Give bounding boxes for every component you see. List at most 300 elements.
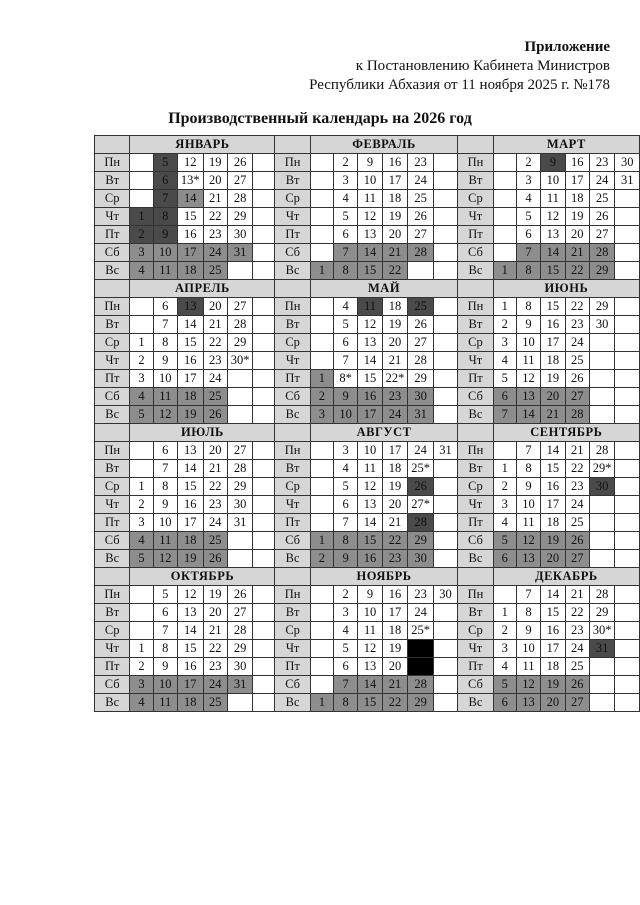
- day-cell: 2: [493, 316, 516, 334]
- day-cell: 5: [333, 208, 357, 226]
- day-cell: 1: [130, 334, 153, 352]
- weekday-label: Пн: [458, 298, 493, 316]
- month-name: СЕНТЯБРЬ: [493, 424, 639, 442]
- weekday-label: Ср: [275, 622, 310, 640]
- day-cell: [615, 316, 640, 334]
- day-cell: 6: [153, 298, 177, 316]
- month-name: МАЙ: [310, 280, 457, 298]
- weekend-day-cell: 31: [227, 676, 253, 694]
- day-cell: [615, 658, 640, 676]
- weekday-label: Сб: [275, 388, 310, 406]
- weekend-day-cell: 20: [541, 694, 565, 712]
- weekday-label: Сб: [458, 388, 493, 406]
- day-cell: [433, 352, 457, 370]
- weekday-label: Пн: [95, 586, 130, 604]
- day-cell: [253, 262, 275, 280]
- day-cell: [253, 640, 275, 658]
- day-cell: 30: [615, 154, 640, 172]
- weekday-label: Вс: [458, 406, 493, 424]
- day-cell: [615, 244, 640, 262]
- day-cell: 12: [541, 208, 565, 226]
- weekend-day-cell: 1: [310, 370, 333, 388]
- weekend-day-cell: 12: [516, 676, 540, 694]
- day-cell: 15: [541, 604, 565, 622]
- day-cell: 19: [382, 640, 408, 658]
- day-cell: 4: [333, 622, 357, 640]
- blacked-out-cell: [408, 658, 434, 676]
- day-cell: 14: [177, 622, 203, 640]
- day-cell: 15: [541, 298, 565, 316]
- weekday-row: [95, 352, 640, 370]
- weekend-day-cell: 20: [541, 388, 565, 406]
- weekend-day-cell: 16: [358, 388, 382, 406]
- weekend-day-cell: 7: [516, 244, 540, 262]
- day-cell: [433, 604, 457, 622]
- day-cell: 26: [408, 208, 434, 226]
- day-cell: 23: [203, 658, 227, 676]
- month-header-row: [95, 424, 640, 442]
- day-cell: 21: [203, 316, 227, 334]
- day-cell: 5: [333, 316, 357, 334]
- month-name: АПРЕЛЬ: [130, 280, 275, 298]
- weekday-label: Вт: [95, 460, 130, 478]
- holiday-day-cell: 9: [541, 154, 565, 172]
- day-cell: [433, 208, 457, 226]
- day-cell: 27: [227, 172, 253, 190]
- day-cell: 22*: [382, 370, 408, 388]
- weekday-label: Чт: [95, 208, 130, 226]
- header-corner-cell: [95, 136, 130, 154]
- day-cell: 26: [408, 316, 434, 334]
- day-cell: [589, 334, 615, 352]
- day-cell: [433, 478, 457, 496]
- day-cell: [433, 622, 457, 640]
- day-cell: 15: [541, 460, 565, 478]
- day-cell: [493, 172, 516, 190]
- weekend-day-cell: 21: [382, 676, 408, 694]
- day-cell: [589, 406, 615, 424]
- day-cell: 10: [516, 334, 540, 352]
- day-cell: 26: [589, 208, 615, 226]
- day-cell: 18: [382, 460, 408, 478]
- weekend-day-cell: 26: [565, 532, 589, 550]
- day-cell: 22: [203, 334, 227, 352]
- day-cell: [615, 532, 640, 550]
- weekend-day-cell: 28: [408, 676, 434, 694]
- day-cell: [253, 496, 275, 514]
- day-cell: 27: [227, 604, 253, 622]
- day-cell: 15: [358, 370, 382, 388]
- weekday-label: Вт: [95, 604, 130, 622]
- holiday-day-cell: 7: [153, 190, 177, 208]
- day-cell: 16: [177, 352, 203, 370]
- weekend-day-cell: 10: [333, 406, 357, 424]
- day-cell: 16: [177, 496, 203, 514]
- day-cell: 13: [177, 604, 203, 622]
- weekday-label: Вс: [275, 406, 310, 424]
- day-cell: 21: [382, 514, 408, 532]
- month-header-row: [95, 568, 640, 586]
- weekend-day-cell: 7: [333, 244, 357, 262]
- day-cell: 17: [541, 640, 565, 658]
- day-cell: [433, 172, 457, 190]
- day-cell: [615, 262, 640, 280]
- day-cell: 9: [516, 478, 540, 496]
- day-cell: 3: [516, 172, 540, 190]
- day-cell: [589, 514, 615, 532]
- holiday-day-cell: 13: [177, 298, 203, 316]
- weekend-day-cell: 6: [493, 388, 516, 406]
- day-cell: 30*: [227, 352, 253, 370]
- weekend-day-cell: 4: [130, 262, 153, 280]
- weekday-label: Ср: [275, 190, 310, 208]
- day-cell: 16: [382, 586, 408, 604]
- weekend-day-cell: 2: [310, 388, 333, 406]
- weekend-day-cell: 5: [130, 550, 153, 568]
- day-cell: 23: [565, 478, 589, 496]
- day-cell: 17: [541, 496, 565, 514]
- day-cell: [589, 658, 615, 676]
- weekday-label: Пн: [95, 442, 130, 460]
- weekend-day-cell: 3: [310, 406, 333, 424]
- day-cell: 12: [358, 208, 382, 226]
- day-cell: 3: [130, 370, 153, 388]
- day-cell: 30: [589, 316, 615, 334]
- weekend-day-cell: 30: [408, 550, 434, 568]
- day-cell: 24: [203, 514, 227, 532]
- day-cell: [130, 586, 153, 604]
- day-cell: 9: [516, 622, 540, 640]
- day-cell: [253, 190, 275, 208]
- weekend-day-cell: 24: [382, 406, 408, 424]
- day-cell: 11: [516, 658, 540, 676]
- day-cell: 24: [203, 370, 227, 388]
- day-cell: 14: [177, 316, 203, 334]
- day-cell: 24: [408, 442, 434, 460]
- day-cell: 14: [358, 352, 382, 370]
- weekday-row: [95, 658, 640, 676]
- weekday-label: Вс: [95, 262, 130, 280]
- day-cell: 12: [177, 154, 203, 172]
- day-cell: 1: [493, 298, 516, 316]
- day-cell: [130, 316, 153, 334]
- day-cell: [433, 550, 457, 568]
- weekday-label: Чт: [458, 640, 493, 658]
- day-cell: 16: [382, 154, 408, 172]
- weekday-row: [95, 694, 640, 712]
- day-cell: 2: [130, 658, 153, 676]
- day-cell: [615, 226, 640, 244]
- day-cell: [310, 154, 333, 172]
- weekday-row: [95, 226, 640, 244]
- month-header-row: [95, 136, 640, 154]
- day-cell: 9: [153, 658, 177, 676]
- day-cell: [310, 208, 333, 226]
- day-cell: 21: [565, 442, 589, 460]
- day-cell: 2: [130, 352, 153, 370]
- day-cell: 7: [153, 316, 177, 334]
- weekend-day-cell: 20: [541, 550, 565, 568]
- day-cell: 13: [541, 226, 565, 244]
- weekend-day-cell: 1: [310, 532, 333, 550]
- day-cell: [310, 460, 333, 478]
- day-cell: [433, 298, 457, 316]
- holiday-day-cell: 30: [589, 478, 615, 496]
- day-cell: 30: [227, 496, 253, 514]
- day-cell: [253, 514, 275, 532]
- weekend-day-cell: 28: [408, 244, 434, 262]
- weekend-day-cell: 15: [358, 694, 382, 712]
- day-cell: 28: [589, 442, 615, 460]
- day-cell: 2: [130, 496, 153, 514]
- weekend-day-cell: 22: [382, 532, 408, 550]
- day-cell: 27: [408, 334, 434, 352]
- day-cell: [433, 388, 457, 406]
- day-cell: 11: [358, 622, 382, 640]
- weekday-label: Вт: [458, 460, 493, 478]
- day-cell: 6: [516, 226, 540, 244]
- day-cell: 4: [493, 352, 516, 370]
- day-cell: 28: [227, 316, 253, 334]
- weekday-row: [95, 586, 640, 604]
- day-cell: 10: [358, 172, 382, 190]
- weekend-day-cell: 11: [153, 694, 177, 712]
- header-corner-cell: [458, 136, 493, 154]
- weekday-label: Ср: [458, 334, 493, 352]
- weekday-label: Чт: [275, 208, 310, 226]
- day-cell: 15: [177, 478, 203, 496]
- day-cell: 15: [177, 334, 203, 352]
- weekend-day-cell: 13: [516, 550, 540, 568]
- weekday-label: Ср: [275, 478, 310, 496]
- day-cell: 4: [493, 658, 516, 676]
- day-cell: [433, 460, 457, 478]
- day-cell: [408, 262, 434, 280]
- day-cell: 17: [382, 442, 408, 460]
- day-cell: [615, 604, 640, 622]
- weekday-label: Сб: [95, 676, 130, 694]
- day-cell: [433, 676, 457, 694]
- day-cell: 21: [203, 190, 227, 208]
- day-cell: 25: [565, 352, 589, 370]
- header-corner-cell: [95, 280, 130, 298]
- weekday-label: Сб: [275, 244, 310, 262]
- day-cell: [615, 406, 640, 424]
- weekday-row: [95, 532, 640, 550]
- weekend-day-cell: 10: [153, 676, 177, 694]
- day-cell: [615, 478, 640, 496]
- weekday-label: Сб: [95, 532, 130, 550]
- weekend-day-cell: 22: [565, 262, 589, 280]
- day-cell: [253, 388, 275, 406]
- day-cell: [433, 154, 457, 172]
- day-cell: 12: [516, 370, 540, 388]
- weekend-day-cell: 15: [358, 532, 382, 550]
- weekend-day-cell: 11: [153, 388, 177, 406]
- weekday-row: [95, 478, 640, 496]
- day-cell: 22: [203, 208, 227, 226]
- weekend-day-cell: 13: [516, 388, 540, 406]
- day-cell: 23: [589, 154, 615, 172]
- weekend-day-cell: 29: [408, 694, 434, 712]
- day-cell: 18: [541, 352, 565, 370]
- weekday-label: Пт: [458, 226, 493, 244]
- weekend-day-cell: 29: [589, 262, 615, 280]
- blacked-out-cell: [408, 640, 434, 658]
- day-cell: 22: [565, 604, 589, 622]
- weekend-day-cell: 29: [408, 532, 434, 550]
- header-corner-cell: [275, 280, 310, 298]
- weekday-label: Пт: [275, 370, 310, 388]
- weekend-day-cell: 14: [541, 244, 565, 262]
- day-cell: [433, 262, 457, 280]
- day-cell: [493, 154, 516, 172]
- day-cell: 31: [615, 172, 640, 190]
- day-cell: 28: [589, 586, 615, 604]
- day-cell: 18: [382, 622, 408, 640]
- day-cell: [253, 316, 275, 334]
- header-corner-cell: [458, 280, 493, 298]
- day-cell: [253, 532, 275, 550]
- weekday-label: Чт: [275, 352, 310, 370]
- weekend-day-cell: 11: [153, 262, 177, 280]
- day-cell: 28: [408, 352, 434, 370]
- day-cell: 10: [358, 442, 382, 460]
- day-cell: 1: [493, 460, 516, 478]
- weekday-label: Вс: [275, 262, 310, 280]
- weekday-row: [95, 514, 640, 532]
- document-title: Производственный календарь на 2026 год: [168, 110, 472, 127]
- weekday-label: Вс: [95, 694, 130, 712]
- month-name: ФЕВРАЛЬ: [310, 136, 457, 154]
- day-cell: 9: [516, 316, 540, 334]
- day-cell: 11: [541, 190, 565, 208]
- day-cell: 2: [493, 478, 516, 496]
- day-cell: 28: [227, 622, 253, 640]
- day-cell: 3: [333, 172, 357, 190]
- day-cell: [615, 370, 640, 388]
- weekend-day-cell: 27: [565, 694, 589, 712]
- day-cell: 26: [565, 370, 589, 388]
- day-cell: 29: [408, 370, 434, 388]
- day-cell: 3: [493, 640, 516, 658]
- day-cell: [615, 550, 640, 568]
- day-cell: [130, 442, 153, 460]
- weekday-row: [95, 316, 640, 334]
- weekend-day-cell: 18: [177, 388, 203, 406]
- day-cell: 19: [565, 208, 589, 226]
- header-corner-cell: [275, 424, 310, 442]
- day-cell: 6: [153, 604, 177, 622]
- day-cell: [253, 352, 275, 370]
- holiday-day-cell: 2: [130, 226, 153, 244]
- day-cell: 19: [382, 478, 408, 496]
- day-cell: 10: [541, 172, 565, 190]
- day-cell: [310, 658, 333, 676]
- weekday-label: Ср: [95, 190, 130, 208]
- weekday-label: Вт: [275, 460, 310, 478]
- weekday-label: Вс: [458, 550, 493, 568]
- day-cell: 31: [433, 442, 457, 460]
- day-cell: 29: [227, 640, 253, 658]
- weekday-label: Ср: [458, 622, 493, 640]
- weekend-day-cell: 25: [203, 388, 227, 406]
- day-cell: [253, 406, 275, 424]
- weekend-day-cell: 27: [565, 550, 589, 568]
- day-cell: [130, 460, 153, 478]
- day-cell: [253, 442, 275, 460]
- weekday-row: [95, 370, 640, 388]
- day-cell: [615, 676, 640, 694]
- day-cell: [253, 244, 275, 262]
- day-cell: 12: [177, 586, 203, 604]
- weekday-label: Вс: [275, 694, 310, 712]
- day-cell: 10: [516, 496, 540, 514]
- day-cell: 4: [333, 460, 357, 478]
- day-cell: 22: [565, 298, 589, 316]
- day-cell: 8: [153, 640, 177, 658]
- day-cell: 26: [227, 586, 253, 604]
- day-cell: [433, 514, 457, 532]
- weekend-day-cell: 4: [130, 532, 153, 550]
- weekend-day-cell: 25: [203, 532, 227, 550]
- day-cell: 13: [358, 496, 382, 514]
- day-cell: 8: [153, 334, 177, 352]
- weekend-day-cell: 6: [493, 694, 516, 712]
- weekend-day-cell: 22: [382, 694, 408, 712]
- weekend-day-cell: 26: [203, 550, 227, 568]
- day-cell: [615, 352, 640, 370]
- day-cell: 20: [382, 496, 408, 514]
- day-cell: 15: [177, 640, 203, 658]
- day-cell: 23: [565, 316, 589, 334]
- weekday-label: Вт: [458, 316, 493, 334]
- day-cell: [589, 496, 615, 514]
- weekend-day-cell: 14: [516, 406, 540, 424]
- weekday-row: [95, 208, 640, 226]
- day-cell: 19: [203, 154, 227, 172]
- weekday-row: [95, 388, 640, 406]
- weekday-label: Чт: [458, 352, 493, 370]
- day-cell: 2: [333, 586, 357, 604]
- day-cell: [433, 316, 457, 334]
- weekday-label: Чт: [458, 496, 493, 514]
- day-cell: 8: [516, 460, 540, 478]
- weekend-day-cell: 27: [565, 388, 589, 406]
- holiday-day-cell: 25: [408, 298, 434, 316]
- day-cell: 21: [203, 460, 227, 478]
- day-cell: 4: [516, 190, 540, 208]
- appendix-line-1: к Постановлению Кабинета Министров: [355, 58, 610, 74]
- header-corner-cell: [275, 136, 310, 154]
- day-cell: 6: [333, 334, 357, 352]
- weekday-label: Вт: [275, 172, 310, 190]
- day-cell: [433, 694, 457, 712]
- weekend-day-cell: 22: [382, 262, 408, 280]
- day-cell: 22: [203, 640, 227, 658]
- day-cell: 11: [358, 460, 382, 478]
- weekend-day-cell: 25: [203, 694, 227, 712]
- appendix-line-2: Республики Абхазия от 11 ноября 2025 г. №178: [309, 77, 610, 93]
- day-cell: [615, 622, 640, 640]
- day-cell: 23: [408, 154, 434, 172]
- day-cell: [310, 172, 333, 190]
- day-cell: 11: [358, 190, 382, 208]
- day-cell: 22: [203, 478, 227, 496]
- weekend-day-cell: 15: [358, 262, 382, 280]
- day-cell: 3: [493, 496, 516, 514]
- day-cell: [310, 604, 333, 622]
